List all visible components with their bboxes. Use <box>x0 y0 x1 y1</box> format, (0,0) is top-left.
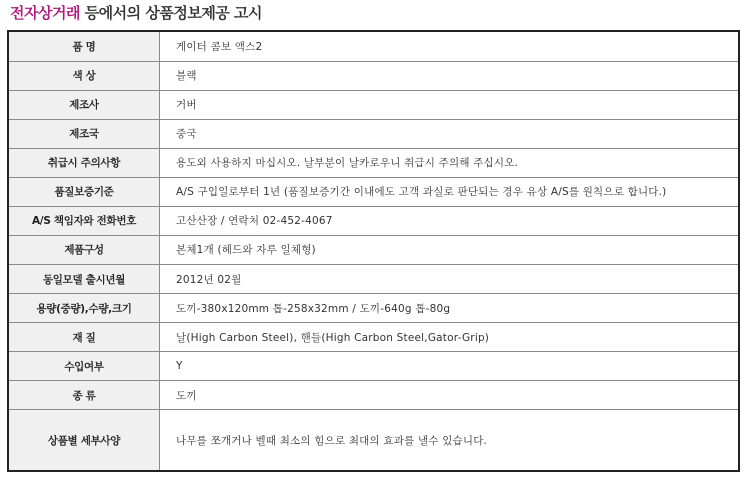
table-row <box>9 410 738 470</box>
row-value-components: 본체1개 (헤드와 자루 일체형) <box>160 235 739 264</box>
page-title <box>10 3 262 23</box>
row-label-capacity-size: 용량(중량),수량,크기 <box>9 294 160 323</box>
row-label-detail-spec: 상품별 세부사양 <box>9 410 160 470</box>
table-row <box>9 235 738 264</box>
table-row <box>9 119 738 148</box>
row-label-handling-caution: 취급시 주의사항 <box>9 148 160 177</box>
row-label-manufacturer: 제조사 <box>9 90 160 119</box>
product-info-table-frame <box>7 30 740 472</box>
row-value-material: 날(High Carbon Steel), 핸들(High Carbon Steel,Gator-Grip) <box>160 323 739 352</box>
table-row <box>9 323 738 352</box>
table-row <box>9 177 738 206</box>
row-label-as-contact: A/S 책임자와 전화번호 <box>9 206 160 235</box>
row-label-color: 색 상 <box>9 61 160 90</box>
row-value-release-date: 2012년 02월 <box>160 265 739 294</box>
row-value-handling-caution: 용도외 사용하지 마십시오. 날부분이 날카로우니 취급시 주의해 주십시오. <box>160 148 739 177</box>
table-row <box>9 294 738 323</box>
row-value-color: 블랙 <box>160 61 739 90</box>
row-label-country: 제조국 <box>9 119 160 148</box>
row-value-as-contact: 고산산장 / 연락처 02-452-4067 <box>160 206 739 235</box>
table-row <box>9 206 738 235</box>
row-label-release-date: 동일모델 출시년월 <box>9 265 160 294</box>
row-label-type: 종 류 <box>9 381 160 410</box>
row-value-warranty: A/S 구입일로부터 1년 (품질보증기간 이내에도 고객 과실로 판단되는 경우 유상 A/S를 원칙으로 합니다.) <box>160 177 739 206</box>
row-value-country: 중국 <box>160 119 739 148</box>
table-row <box>9 32 738 61</box>
row-label-components: 제품구성 <box>9 235 160 264</box>
row-label-material: 재 질 <box>9 323 160 352</box>
title-accent: 전자상거래 <box>10 4 80 22</box>
row-label-imported: 수입여부 <box>9 352 160 381</box>
row-value-imported: Y <box>160 352 739 381</box>
product-info-table <box>9 32 738 470</box>
row-value-product-name: 게이터 콤보 액스2 <box>160 32 739 61</box>
table-row <box>9 352 738 381</box>
table-row <box>9 61 738 90</box>
table-row <box>9 381 738 410</box>
row-value-capacity-size: 도끼-380x120mm 톱-258x32mm / 도끼-640g 톱-80g <box>160 294 739 323</box>
row-value-detail-spec: 나무를 쪼개거나 벨때 최소의 힘으로 최대의 효과를 낼수 있습니다. <box>160 410 739 470</box>
row-label-product-name: 품 명 <box>9 32 160 61</box>
row-value-manufacturer: 거버 <box>160 90 739 119</box>
row-label-warranty: 품질보증기준 <box>9 177 160 206</box>
table-row <box>9 148 738 177</box>
title-rest: 등에서의 상품정보제공 고시 <box>79 4 263 22</box>
table-row <box>9 90 738 119</box>
row-value-type: 도끼 <box>160 381 739 410</box>
table-row <box>9 265 738 294</box>
